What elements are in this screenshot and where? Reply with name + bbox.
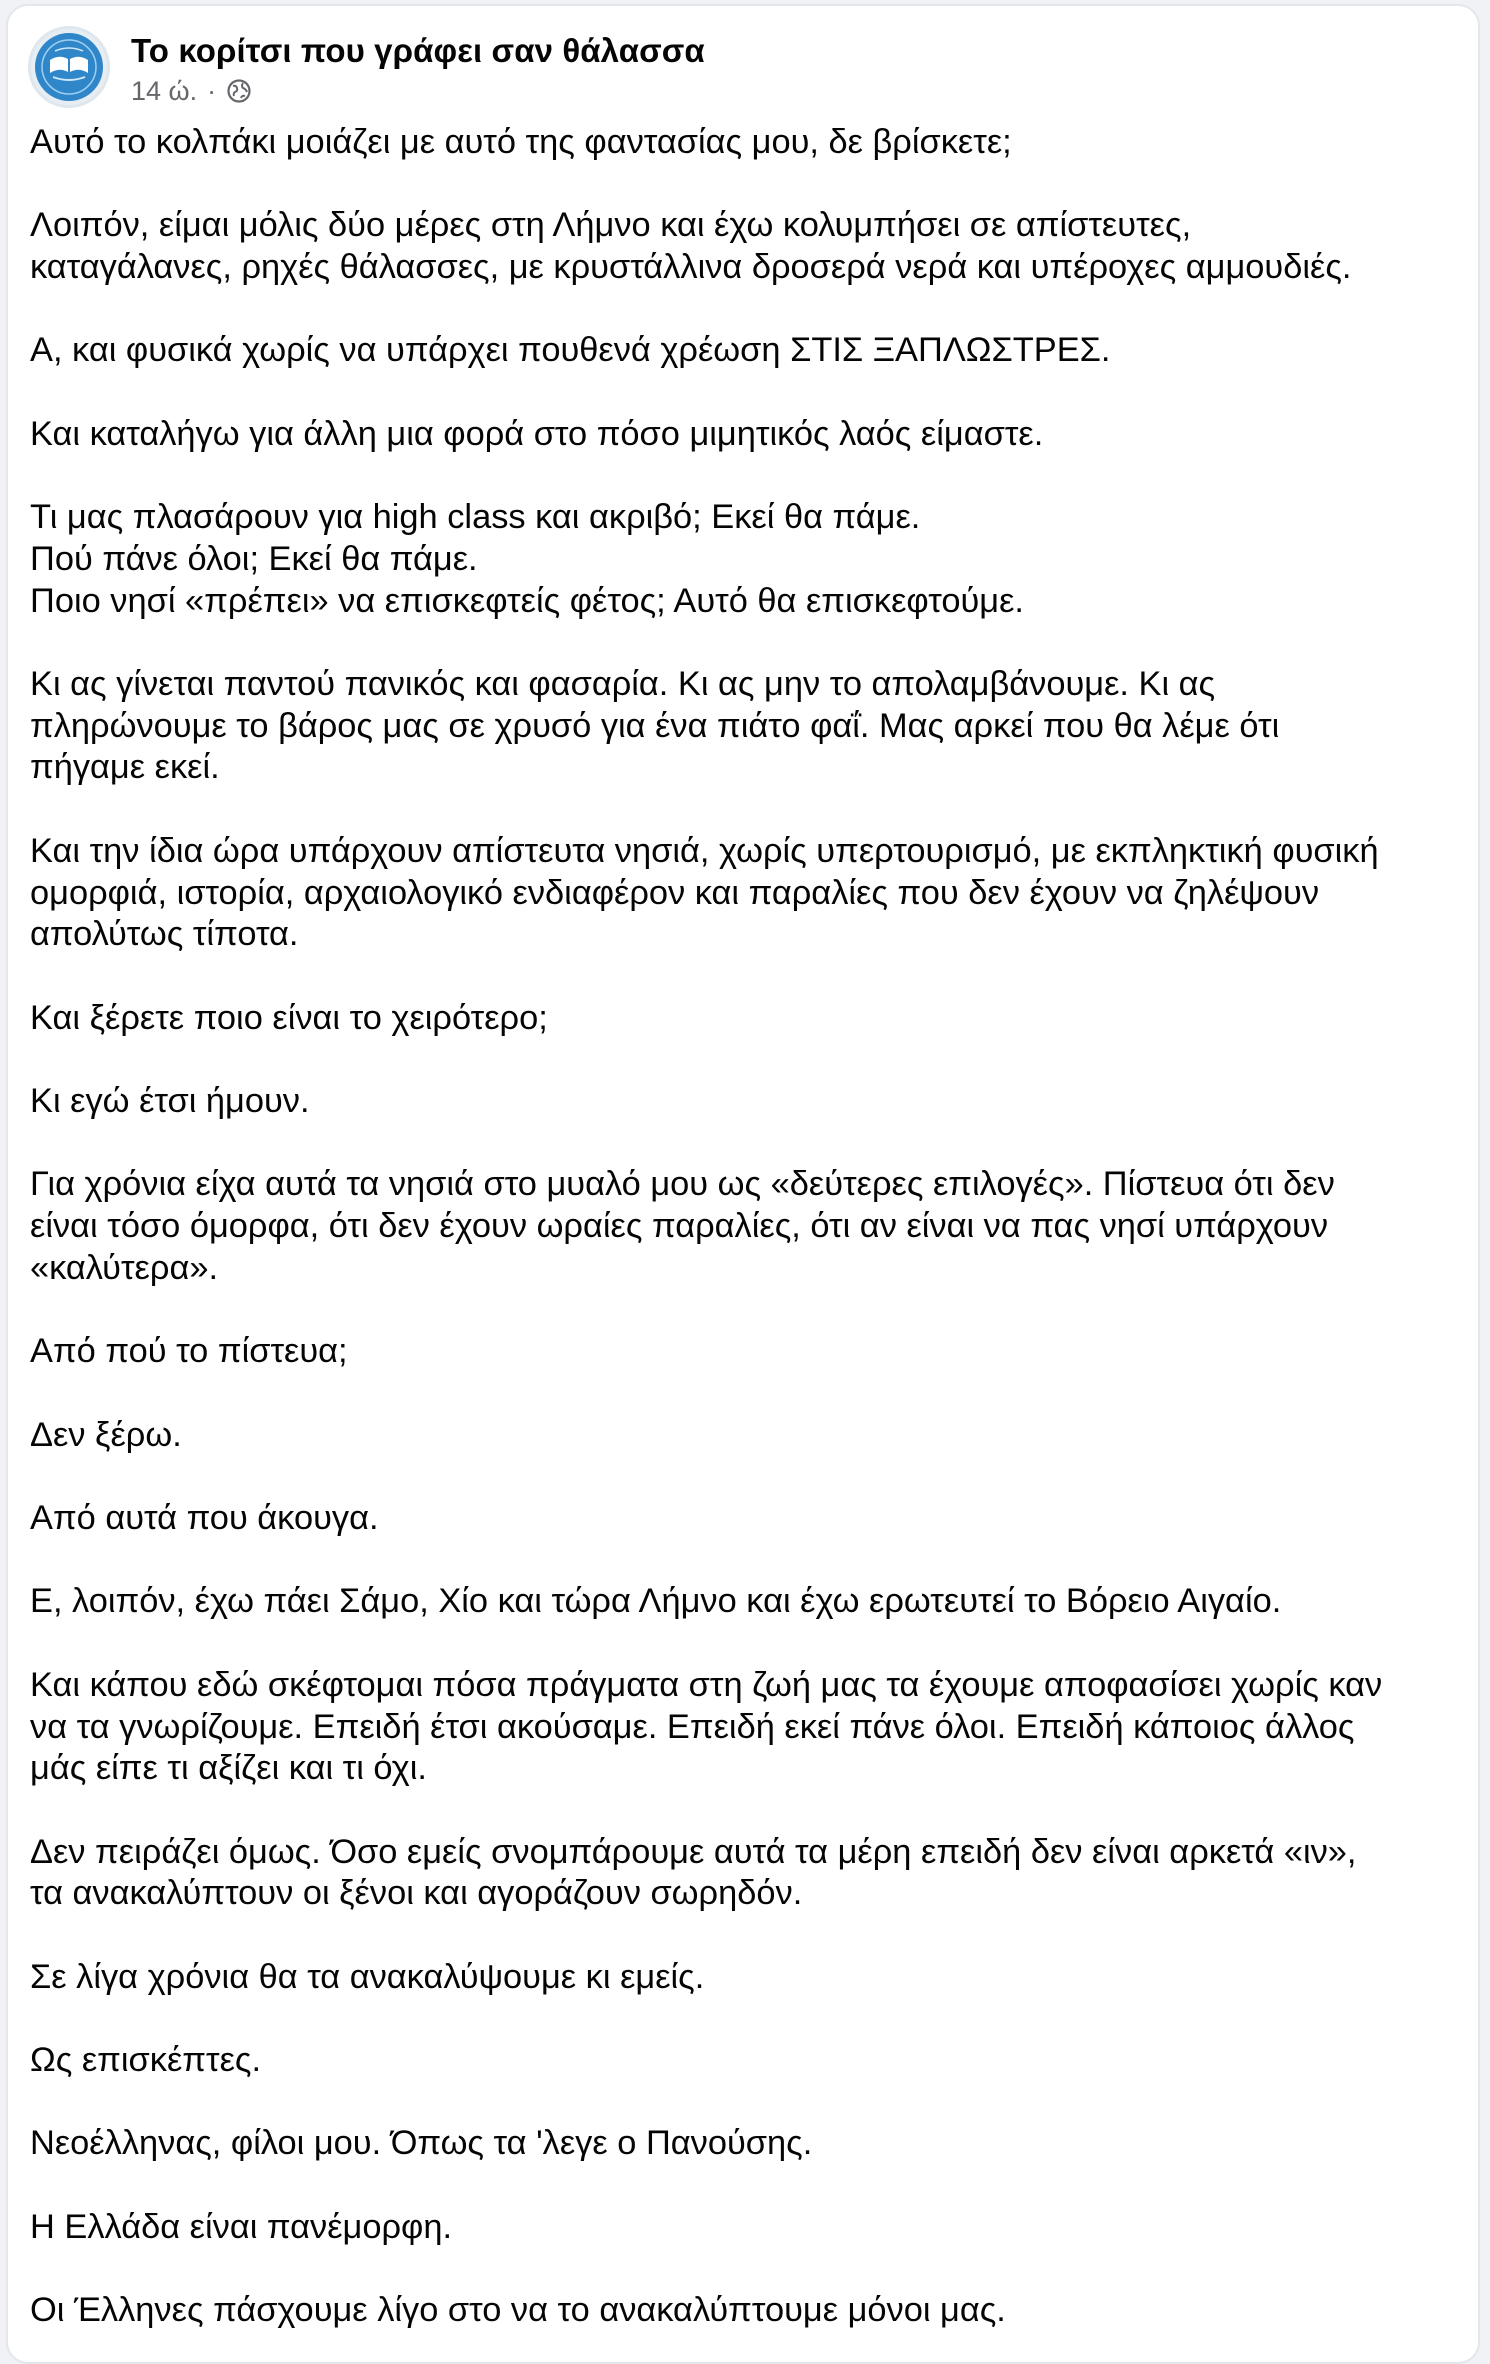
post-paragraph	[30, 205, 1470, 288]
post-text-line: Από πού το πίστευα;	[30, 1332, 348, 1371]
post-card	[6, 4, 1480, 2364]
open-book-logo-icon	[35, 33, 103, 101]
post-paragraph	[30, 1081, 1470, 1123]
post-text-line: Δεν πειράζει όμως. Όσο εμείς σνομπάρουμε αυτά τα μέρη επειδή δεν είναι αρκετά «ιν»,	[30, 1832, 1357, 1871]
post-paragraph	[30, 2290, 1470, 2332]
post-text-line: πληρώνουμε το βάρος μας σε χρυσό για ένα πιάτο φαΐ. Μας αρκεί που θα λέμε ότι	[30, 706, 1280, 745]
post-header	[28, 26, 705, 114]
post-paragraph	[30, 122, 1470, 164]
post-text-line: Ως επισκέπτες.	[30, 2041, 262, 2080]
separator-dot: ·	[207, 76, 217, 106]
post-paragraph	[30, 1957, 1470, 1999]
post-paragraph	[30, 1331, 1470, 1373]
post-paragraph	[30, 2123, 1470, 2165]
post-subline	[131, 74, 705, 108]
post-text-line: Κι εγώ έτσι ήμουν.	[30, 1082, 310, 1121]
post-text-line: Και κάπου εδώ σκέφτομαι πόσα πράγματα στη ζωή μας τα έχουμε αποφασίσει χωρίς καν	[30, 1665, 1383, 1704]
post-paragraph	[30, 1164, 1470, 1289]
post-paragraph	[30, 414, 1470, 456]
post-text-line: ομορφιά, ιστορία, αρχαιολογικό ενδιαφέρον και παραλίες που δεν έχουν να ζηλέψουν	[30, 873, 1320, 912]
post-body	[30, 122, 1470, 2364]
post-paragraph	[30, 831, 1470, 956]
post-text-line: Κι ας γίνεται παντού πανικός και φασαρία. Κι ας μην το απολαμβάνουμε. Κι ας	[30, 665, 1216, 704]
post-text-line: Η Ελλάδα είναι πανέμορφη.	[30, 2207, 453, 2246]
post-text-line: Λοιπόν, είμαι μόλις δύο μέρες στη Λήμνο και έχω κολυμπήσει σε απίστευτες,	[30, 206, 1192, 245]
post-text-line: Από αυτά που άκουγα.	[30, 1499, 379, 1538]
post-paragraph	[30, 1498, 1470, 1540]
post-text-line: καταγάλανες, ρηχές θάλασσες, με κρυστάλλινα δροσερά νερά και υπέροχες αμμουδιές.	[30, 248, 1352, 287]
post-text-line: απολύτως τίποτα.	[30, 915, 299, 954]
post-timestamp[interactable]: 14 ώ.	[131, 76, 198, 106]
post-text-line: τα ανακαλύπτουν οι ξένοι και αγοράζουν σωρηδόν.	[30, 1874, 803, 1913]
post-paragraph	[30, 664, 1470, 789]
post-text-line: Α, και φυσικά χωρίς να υπάρχει πουθενά χρέωση ΣΤΙΣ ΞΑΠΛΩΣΤΡΕΣ.	[30, 331, 1111, 370]
post-paragraph	[30, 1832, 1470, 1915]
author-name[interactable]: Το κορίτσι που γράφει σαν θάλασσα	[131, 32, 705, 69]
avatar[interactable]	[28, 26, 110, 108]
post-paragraph	[30, 2040, 1470, 2082]
post-text-line: Οι Έλληνες πάσχουμε λίγο στο να το ανακαλύπτουμε μόνοι μας.	[30, 2291, 1006, 2330]
post-text-line: Τι μας πλασάρουν για high class και ακριβό; Εκεί θα πάμε.	[30, 498, 921, 537]
post-paragraph	[30, 1581, 1470, 1623]
post-text-line: Και καταλήγω για άλλη μια φορά στο πόσο μιμητικός λαός είμαστε.	[30, 414, 1044, 453]
post-paragraph	[30, 998, 1470, 1040]
post-text-line: είναι τόσο όμορφα, ότι δεν έχουν ωραίες παραλίες, ότι αν είναι να πας νησί υπάρχουν	[30, 1207, 1329, 1246]
post-text-line: Ε, λοιπόν, έχω πάει Σάμο, Χίο και τώρα Λήμνο και έχω ερωτευτεί το Βόρειο Αιγαίο.	[30, 1582, 1282, 1621]
post-text-line: Σε λίγα χρόνια θα τα ανακαλύψουμε κι εμείς.	[30, 1957, 705, 1996]
post-text-line: πήγαμε εκεί.	[30, 748, 220, 787]
post-text-line: Πού πάνε όλοι; Εκεί θα πάμε.	[30, 539, 478, 578]
post-paragraph	[30, 1415, 1470, 1457]
post-paragraph	[30, 1665, 1470, 1790]
post-paragraph	[30, 330, 1470, 372]
post-text-line: Και ξέρετε ποιο είναι το χειρότερο;	[30, 998, 548, 1037]
post-text-line: Νεοέλληνας, φίλοι μου. Όπως τα 'λεγε ο Πανούσης.	[30, 2124, 813, 2163]
post-text-line: μάς είπε τι αξίζει και τι όχι.	[30, 1749, 427, 1788]
post-text-line: Αυτό το κολπάκι μοιάζει με αυτό της φαντασίας μου, δε βρίσκετε;	[30, 123, 1012, 161]
post-text-line: Και την ίδια ώρα υπάρχουν απίστευτα νησιά, χωρίς υπερτουρισμό, με εκπληκτική φυσική	[30, 831, 1379, 870]
globe-icon[interactable]	[226, 78, 252, 104]
post-paragraph	[30, 2207, 1470, 2249]
post-text-line: να τα γνωρίζουμε. Επειδή έτσι ακούσαμε. Επειδή εκεί πάνε όλοι. Επειδή κάποιος άλλος	[30, 1707, 1355, 1746]
post-text-line: «καλύτερα».	[30, 1248, 219, 1287]
post-text-line: Δεν ξέρω.	[30, 1415, 182, 1454]
post-text-line: Ποιο νησί «πρέπει» να επισκεφτείς φέτος; Αυτό θα επισκεφτούμε.	[30, 581, 1024, 620]
post-meta	[131, 30, 705, 108]
post-text-line: Για χρόνια είχα αυτά τα νησιά στο μυαλό μου ως «δεύτερες επιλογές». Πίστευα ότι δεν	[30, 1165, 1335, 1204]
post-paragraph	[30, 497, 1470, 622]
